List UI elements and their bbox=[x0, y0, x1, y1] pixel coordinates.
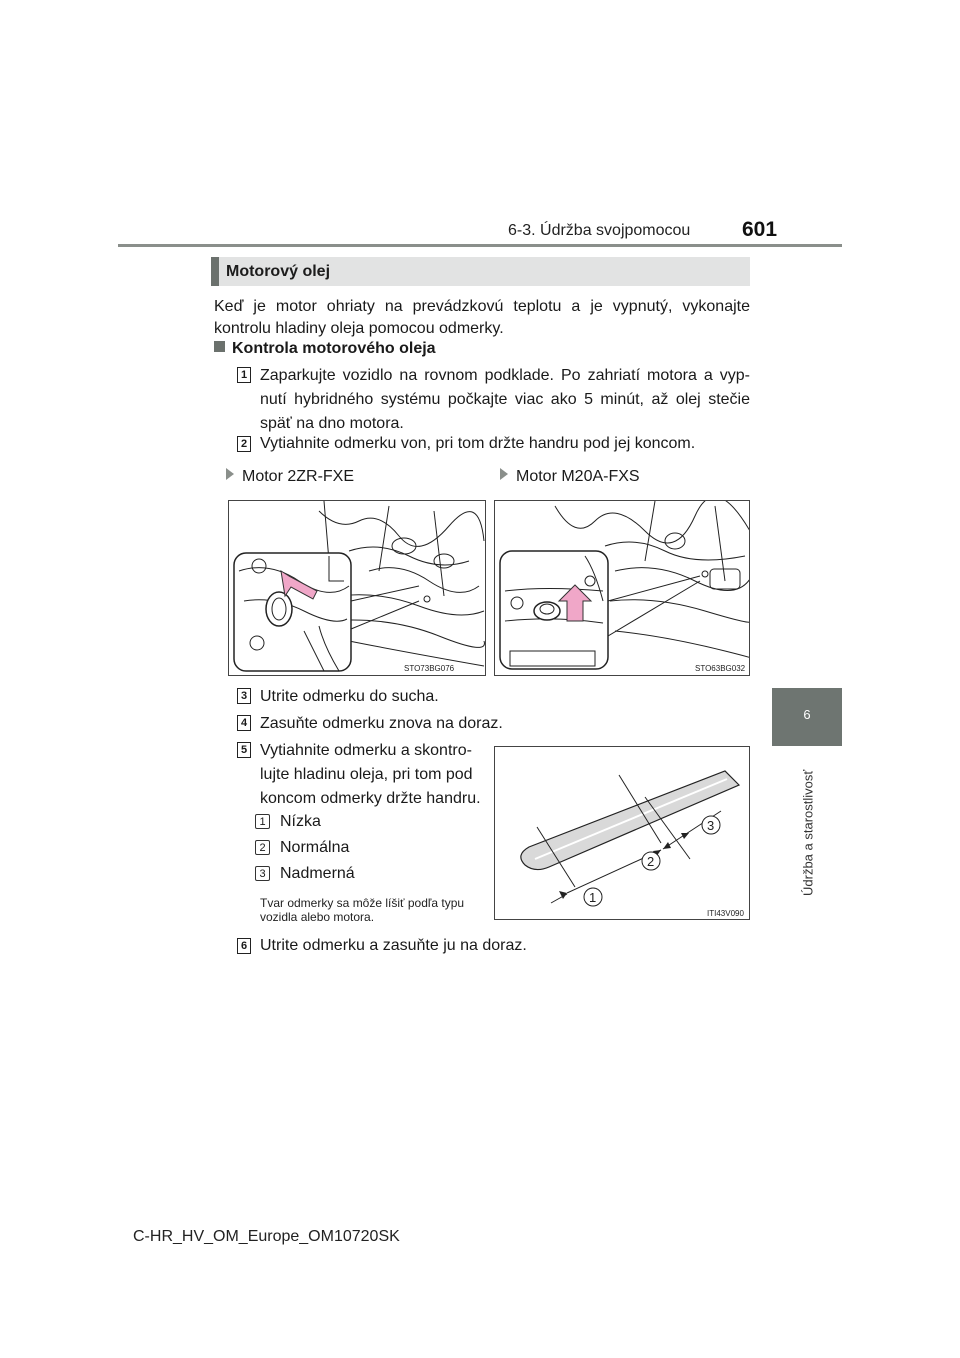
legend-text: Normálna bbox=[280, 839, 350, 856]
document-footer: C-HR_HV_OM_Europe_OM10720SK bbox=[133, 1228, 400, 1245]
section-breadcrumb: 6-3. Údržba svojpomocou bbox=[508, 222, 691, 239]
step-text: Utrite odmerku do sucha. bbox=[260, 688, 439, 705]
chapter-number: 6 bbox=[803, 707, 811, 722]
step-number: 5 bbox=[237, 742, 251, 758]
page-number: 601 bbox=[742, 218, 778, 241]
header-divider bbox=[118, 244, 842, 247]
legend-text: Nadmerná bbox=[280, 865, 355, 882]
engine-illustration bbox=[229, 501, 486, 676]
step-text: Utrite odmerku a zasuňte ju na doraz. bbox=[260, 937, 527, 954]
legend-number: 2 bbox=[255, 840, 270, 855]
engine-illustration bbox=[495, 501, 750, 676]
subheading-text: Kontrola motorového oleja bbox=[232, 340, 436, 357]
step-text: Zasuňte odmerku znova na doraz. bbox=[260, 715, 503, 732]
figure-code: ITI43V090 bbox=[707, 909, 744, 918]
section-title: Motorový olej bbox=[226, 263, 331, 280]
chapter-label: Údržba a starostlivosť bbox=[800, 769, 816, 897]
triangle-bullet-icon bbox=[226, 468, 234, 480]
step-number: 6 bbox=[237, 938, 251, 954]
figure-code: STO73BG076 bbox=[404, 664, 455, 673]
motor-label bbox=[226, 468, 354, 486]
step-text: Vytiahnite odmerku von, pri tom držte handru pod jej koncom. bbox=[260, 435, 696, 452]
step-number: 1 bbox=[237, 367, 251, 383]
step-text: Zaparkujte vozidlo na rovnom podklade. Po zahriatí motora a vyp-nutí hybridného systému počkajte viac ako 5 minút, až olej stečie späť na dno motora. bbox=[260, 367, 750, 432]
engine-figure-m20a bbox=[494, 500, 750, 676]
callout-2: 2 bbox=[647, 854, 655, 869]
engine-figure-2zr bbox=[228, 500, 486, 676]
triangle-bullet-icon bbox=[500, 468, 508, 480]
callout-1: 1 bbox=[589, 890, 597, 905]
step-number: 3 bbox=[237, 688, 251, 704]
callout-3: 3 bbox=[707, 818, 715, 833]
step-number: 2 bbox=[237, 436, 251, 452]
legend-text: Nízka bbox=[280, 813, 321, 830]
dipstick-illustration bbox=[495, 747, 750, 920]
dipstick-figure bbox=[494, 746, 750, 920]
step-text: Vytiahnite odmerku a skontro-lujte hladinu oleja, pri tom pod koncom odmerky držte handru. bbox=[260, 742, 481, 807]
legend-number: 3 bbox=[255, 866, 270, 881]
legend-number: 1 bbox=[255, 814, 270, 829]
motor-label-text: Motor M20A-FXS bbox=[516, 468, 640, 485]
step-number: 4 bbox=[237, 715, 251, 731]
subheading bbox=[214, 340, 436, 358]
intro-paragraph: Keď je motor ohriaty na prevádzkovú teplotu a je vypnutý, vykonajte kontrolu hladiny oleja pomocou odmerky. bbox=[214, 298, 750, 337]
motor-label bbox=[500, 468, 640, 486]
motor-label-text: Motor 2ZR-FXE bbox=[242, 468, 355, 485]
figure-code: STO63BG032 bbox=[695, 664, 746, 673]
square-bullet-icon bbox=[214, 341, 225, 352]
figure-note: Tvar odmerky sa môže líšiť podľa typu vozidla alebo motora. bbox=[260, 896, 465, 924]
